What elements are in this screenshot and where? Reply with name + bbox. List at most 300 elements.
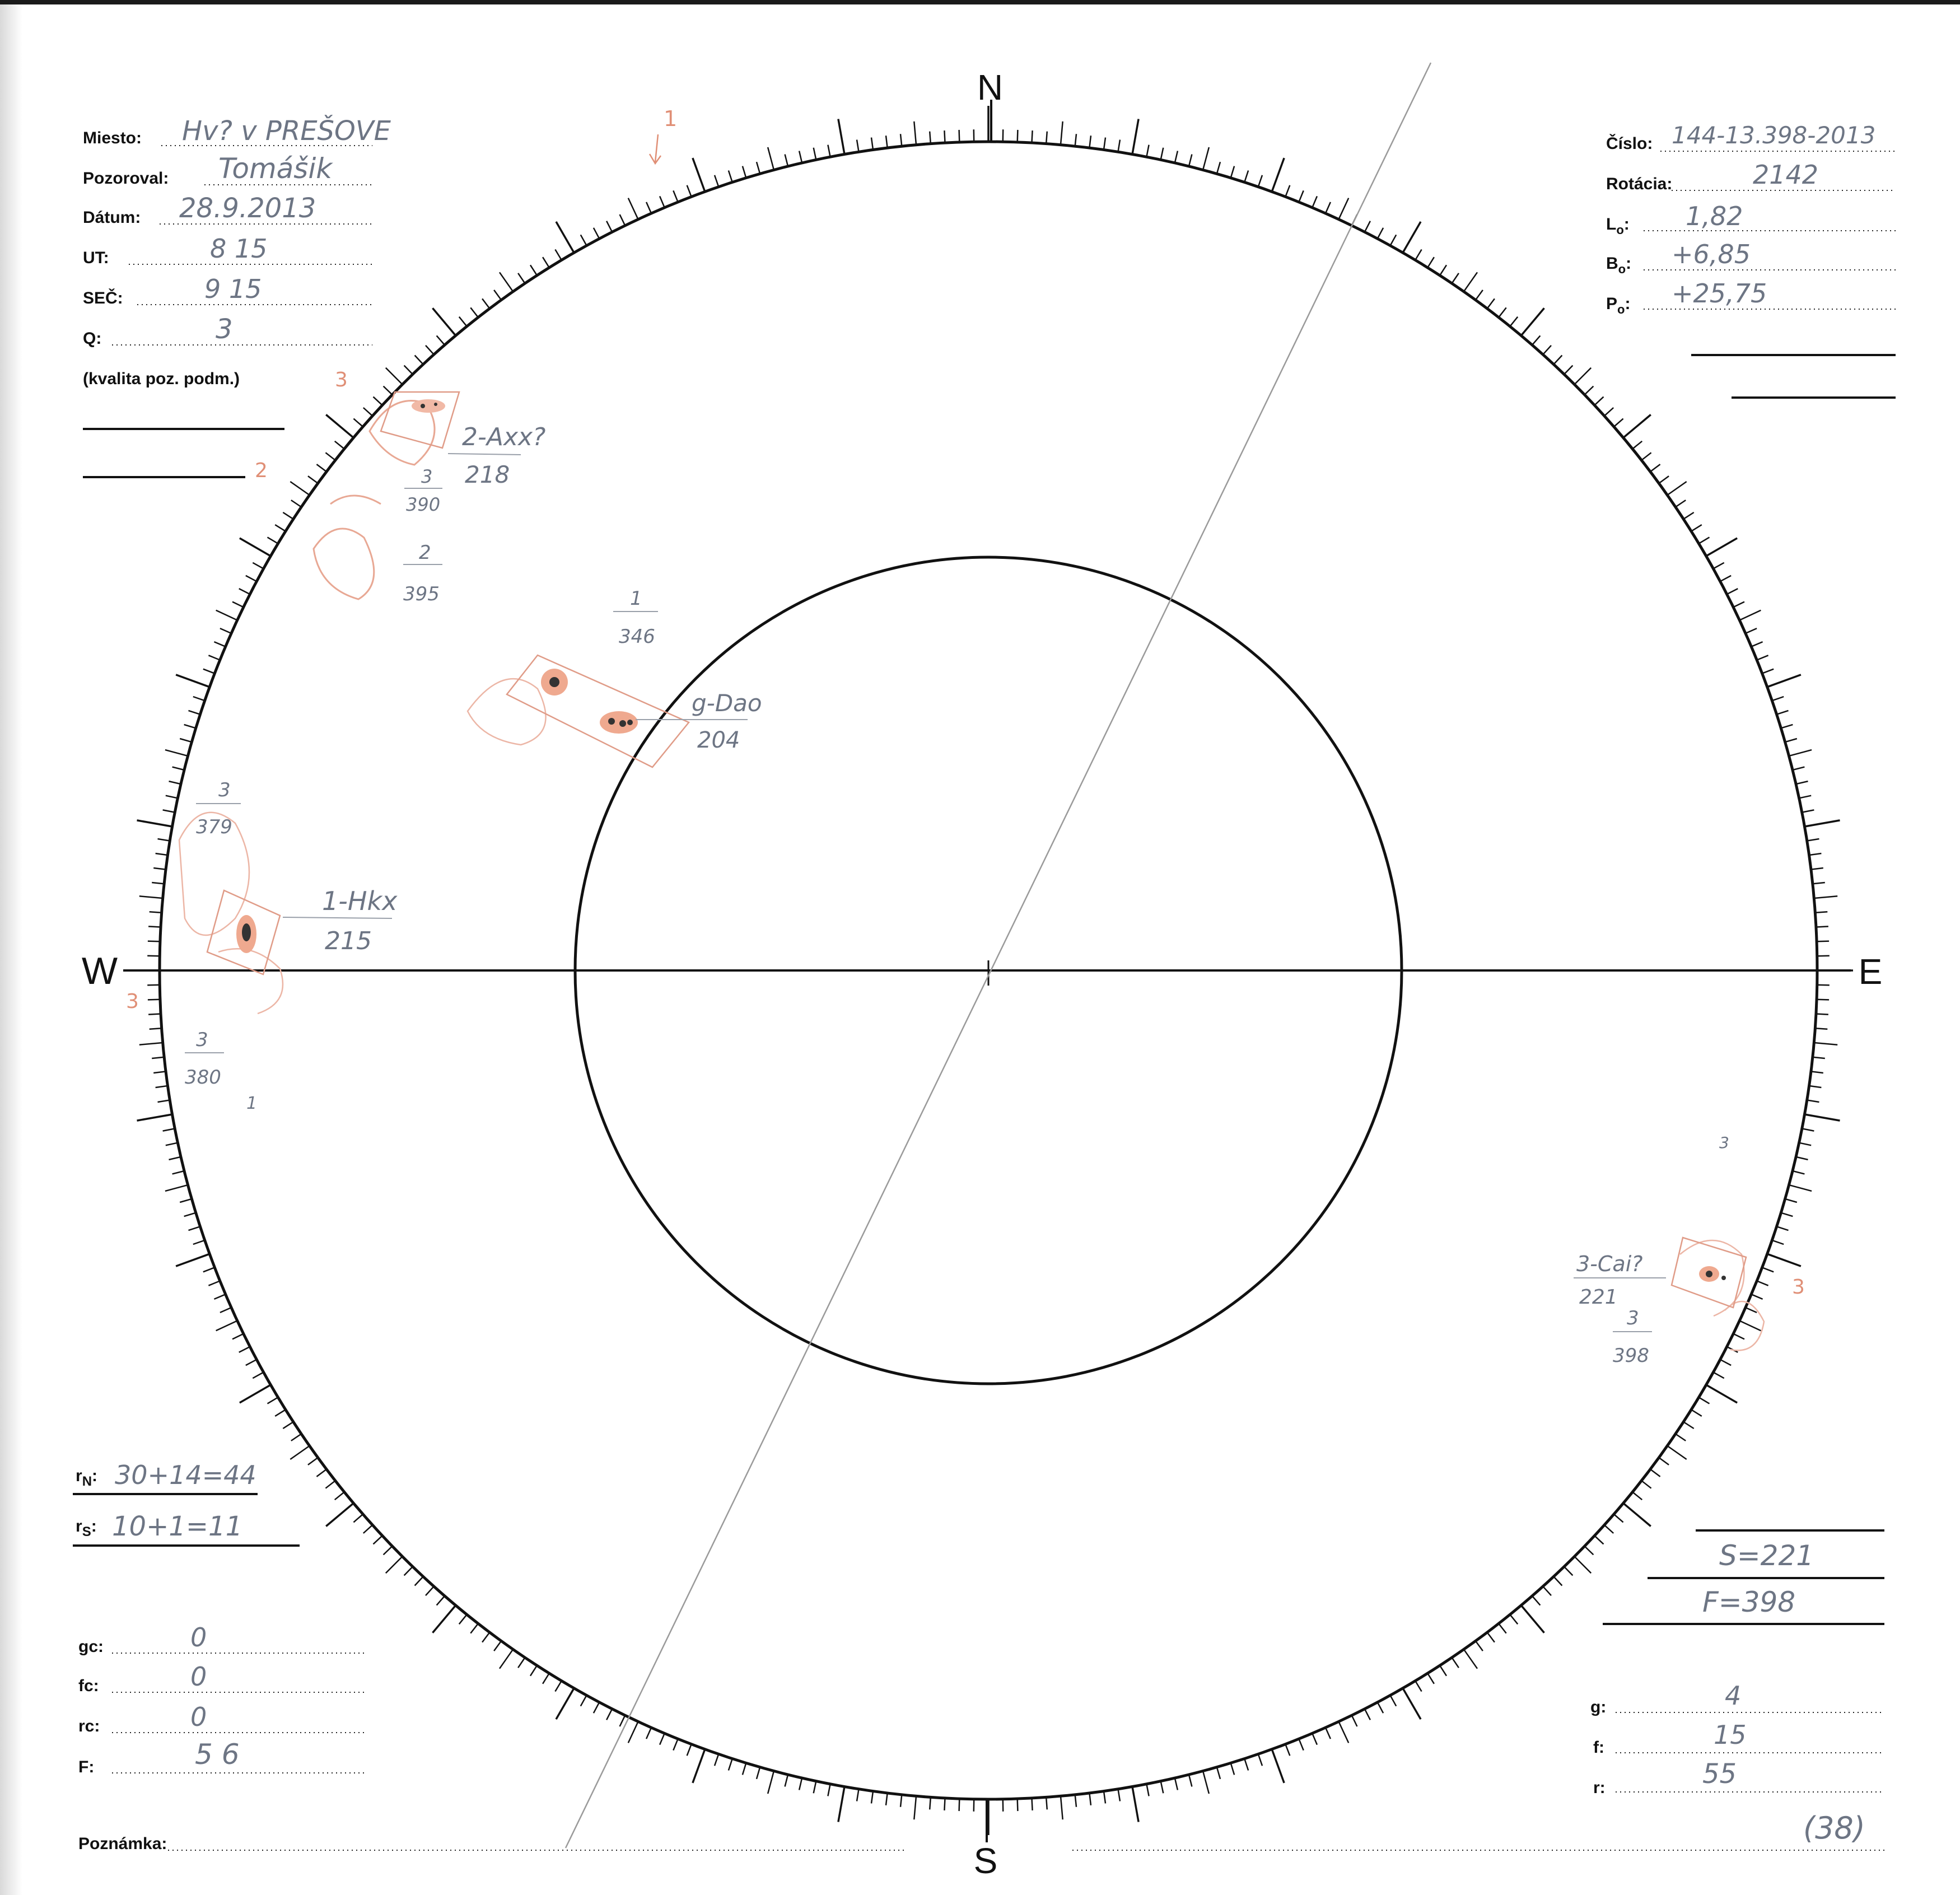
degree-tick	[1203, 147, 1209, 170]
degree-tick	[216, 1321, 237, 1331]
degree-tick	[930, 132, 931, 144]
degree-tick	[1777, 1226, 1789, 1230]
r-value: 55	[1702, 1758, 1737, 1790]
degree-tick	[208, 1281, 220, 1285]
degree-tick	[871, 138, 873, 150]
degree-tick	[1046, 1797, 1047, 1809]
degree-tick	[232, 602, 244, 608]
degree-tick	[169, 781, 181, 784]
west-label: W	[81, 950, 118, 992]
degree-tick	[1175, 1778, 1178, 1790]
degree-tick	[660, 1733, 665, 1744]
group-cai-faculae-count: 3	[1627, 1307, 1639, 1329]
degree-tick	[1632, 1492, 1642, 1500]
degree-tick	[172, 767, 184, 770]
degree-tick	[482, 298, 489, 309]
degree-tick	[1175, 151, 1178, 163]
degree-tick	[1403, 1688, 1421, 1719]
group-2-faculae-value: 390	[406, 494, 441, 515]
degree-tick	[1807, 839, 1819, 841]
degree-tick	[1757, 655, 1768, 660]
gc-label: gc:	[78, 1637, 104, 1656]
degree-tick	[240, 1385, 270, 1403]
degree-tick	[543, 1673, 549, 1684]
degree-tick	[163, 810, 175, 812]
degree-tick	[1521, 308, 1544, 335]
degree-tick	[1464, 272, 1477, 291]
degree-tick	[785, 155, 788, 166]
degree-tick	[189, 711, 200, 715]
degree-tick	[930, 1797, 931, 1809]
degree-tick	[253, 1373, 263, 1379]
degree-tick	[291, 1434, 301, 1441]
field-label-miesto: Miesto:	[83, 129, 142, 147]
degree-tick	[1032, 130, 1033, 143]
degree-tick	[158, 1100, 170, 1103]
degree-tick	[139, 1043, 163, 1045]
field-value-lo: 1,82	[1686, 201, 1743, 231]
degree-tick	[828, 145, 830, 157]
degree-tick	[1575, 368, 1592, 385]
margin-mark-4: 3	[126, 990, 139, 1013]
south-label: S	[973, 1841, 998, 1881]
degree-tick	[1706, 538, 1737, 556]
degree-tick	[959, 1799, 960, 1811]
degree-tick	[1339, 198, 1349, 220]
degree-tick	[1751, 1294, 1762, 1299]
sunspot-group-2	[314, 392, 545, 605]
degree-tick	[1390, 1695, 1397, 1706]
degree-tick	[326, 415, 353, 438]
degree-tick	[437, 335, 445, 345]
degree-tick	[646, 1728, 651, 1739]
degree-tick	[1650, 1469, 1660, 1477]
sunspot-group-cai	[1574, 1238, 1764, 1367]
group-2-faculae-count: 3	[421, 466, 433, 487]
field-value-q: 3	[216, 314, 233, 345]
group-dao-area: 204	[697, 727, 740, 753]
degree-tick	[165, 1185, 188, 1191]
degree-tick	[799, 151, 802, 163]
degree-tick	[1604, 408, 1613, 416]
group-cai-id: 3-Cai?	[1576, 1252, 1643, 1276]
degree-tick	[530, 1665, 537, 1676]
field-label-pozoroval: Pozoroval:	[83, 169, 169, 188]
degree-tick	[838, 1787, 844, 1822]
degree-tick	[1667, 482, 1686, 495]
degree-tick	[275, 1409, 286, 1416]
degree-tick	[291, 500, 301, 507]
degree-tick	[687, 1744, 692, 1756]
degree-tick	[1231, 166, 1234, 178]
degree-tick	[1683, 512, 1694, 519]
group-dao-faculae-value: 346	[619, 626, 655, 648]
degree-tick	[886, 1793, 888, 1805]
degree-tick	[1258, 175, 1262, 187]
field-label-cislo: Číslo:	[1606, 134, 1653, 153]
degree-tick	[208, 655, 220, 660]
degree-tick	[156, 1086, 168, 1087]
degree-tick	[494, 290, 501, 300]
degree-tick	[1499, 1623, 1506, 1633]
rc-label: rc:	[78, 1717, 100, 1735]
degree-tick	[900, 134, 902, 146]
degree-tick	[184, 1213, 196, 1216]
field-label-q: Q:	[83, 329, 102, 348]
rs-value: 10+1=11	[112, 1511, 243, 1542]
degree-tick	[1767, 675, 1801, 687]
degree-tick	[1476, 290, 1483, 300]
degree-tick	[1796, 781, 1808, 784]
degree-tick	[581, 1695, 587, 1706]
degree-tick	[316, 1469, 326, 1477]
degree-tick	[1667, 1446, 1686, 1459]
sunspot-group-dao	[468, 587, 762, 767]
degree-tick	[1285, 185, 1290, 197]
degree-tick	[581, 235, 587, 245]
degree-tick	[193, 1240, 205, 1244]
degree-tick	[148, 926, 161, 927]
degree-tick	[1814, 896, 1837, 898]
degree-tick	[268, 537, 278, 543]
degree-tick	[785, 1775, 788, 1786]
degree-tick	[518, 273, 525, 283]
degree-tick	[268, 1397, 278, 1403]
degree-tick	[275, 525, 286, 531]
degree-tick	[673, 190, 678, 202]
degree-tick	[156, 853, 168, 855]
degree-tick	[594, 1702, 599, 1713]
degree-tick	[1676, 500, 1686, 507]
degree-tick	[1793, 1171, 1804, 1174]
degree-tick	[363, 1525, 372, 1533]
field-value-cislo: 144-13.398-2013	[1672, 122, 1876, 149]
degree-tick	[180, 1199, 192, 1202]
degree-tick	[1802, 810, 1814, 812]
degree-tick	[176, 675, 209, 687]
degree-tick	[1244, 1759, 1248, 1771]
F-label: F:	[78, 1758, 95, 1776]
field-value-rotacia: 2142	[1753, 160, 1819, 190]
degree-tick	[1390, 235, 1397, 245]
degree-tick	[1793, 767, 1804, 770]
field-label-ut: UT:	[83, 249, 109, 267]
degree-tick	[799, 1778, 802, 1790]
degree-tick	[687, 185, 692, 197]
degree-tick	[914, 122, 916, 145]
degree-tick	[857, 140, 859, 152]
group-2-area: 218	[465, 461, 510, 488]
degree-tick	[137, 1114, 172, 1121]
degree-tick	[1352, 1715, 1357, 1726]
degree-tick	[1299, 190, 1303, 202]
gc-value: 0	[190, 1622, 207, 1653]
degree-tick	[374, 1535, 382, 1544]
degree-tick	[646, 202, 651, 213]
degree-tick	[335, 1492, 344, 1500]
degree-tick	[1739, 610, 1761, 620]
fc-label: fc:	[78, 1677, 99, 1695]
degree-tick	[1427, 1673, 1434, 1684]
degree-tick	[239, 589, 250, 594]
degree-tick	[530, 265, 537, 276]
degree-tick	[1326, 1728, 1331, 1739]
degree-tick	[1809, 1086, 1822, 1087]
degree-tick	[433, 308, 456, 335]
degree-tick	[1543, 1586, 1551, 1595]
degree-tick	[1805, 820, 1840, 827]
degree-tick	[415, 1576, 423, 1585]
degree-tick	[1772, 697, 1784, 701]
degree-tick	[1817, 941, 1829, 942]
rc-value: 0	[190, 1702, 207, 1732]
degree-tick	[1623, 415, 1651, 438]
degree-tick	[1575, 1557, 1592, 1574]
degree-tick	[838, 119, 844, 155]
degree-tick	[290, 1446, 309, 1459]
degree-tick	[1217, 162, 1220, 174]
degree-tick	[1799, 796, 1812, 799]
degree-tick	[1802, 1128, 1814, 1131]
degree-tick	[1312, 196, 1317, 207]
degree-tick	[1816, 926, 1828, 927]
degree-tick	[415, 356, 423, 365]
degree-tick	[743, 166, 746, 178]
degree-tick	[290, 482, 309, 495]
degree-tick	[1312, 1733, 1317, 1744]
degree-tick	[470, 1623, 478, 1633]
degree-tick	[1720, 576, 1731, 581]
degree-tick	[459, 1614, 467, 1624]
field-label-lo: $L_o$:	[1606, 215, 1630, 237]
field-value-sec: 9 15	[204, 274, 262, 304]
degree-tick	[1440, 265, 1446, 276]
degree-tick	[1720, 1360, 1731, 1365]
degree-tick	[374, 397, 382, 405]
degree-tick	[1816, 1014, 1828, 1015]
margin-mark-3: 2	[255, 459, 268, 482]
degree-tick	[743, 1763, 746, 1775]
degree-tick	[1132, 119, 1138, 155]
degree-tick	[1811, 868, 1823, 870]
degree-tick	[556, 222, 574, 253]
degree-tick	[1532, 335, 1540, 345]
degree-tick	[1217, 1767, 1220, 1779]
degree-tick	[606, 1709, 612, 1720]
degree-tick	[1521, 1605, 1544, 1633]
degree-tick	[246, 576, 256, 581]
degree-tick	[1733, 602, 1744, 608]
degree-tick	[1762, 669, 1774, 674]
degree-tick	[1604, 1525, 1613, 1533]
degree-tick	[1415, 1681, 1421, 1692]
degree-tick	[1785, 739, 1797, 742]
degree-tick	[1564, 1567, 1572, 1576]
degree-tick	[1532, 1596, 1540, 1605]
degree-tick	[1487, 298, 1495, 309]
degree-tick	[1772, 1240, 1784, 1244]
degree-tick	[1476, 1641, 1483, 1651]
degree-tick	[316, 464, 326, 472]
degree-tick	[1046, 132, 1047, 144]
degree-tick	[1585, 386, 1594, 395]
degree-tick	[556, 1688, 574, 1719]
degree-tick	[384, 1546, 393, 1555]
degree-tick	[1813, 883, 1825, 884]
degree-tick	[189, 1226, 200, 1230]
north-label: N	[977, 67, 1004, 108]
degree-tick	[1553, 356, 1562, 365]
degree-tick	[757, 1767, 760, 1779]
degree-tick	[1118, 140, 1121, 152]
degree-tick	[1189, 155, 1192, 166]
degree-tick	[1061, 122, 1063, 145]
degree-tick	[326, 1503, 353, 1526]
degree-tick	[1809, 853, 1822, 855]
degree-tick	[148, 1014, 161, 1015]
degree-tick	[1767, 1254, 1801, 1266]
degree-tick	[1683, 1422, 1694, 1429]
field-label-rotacia: Rotácia:	[1606, 175, 1673, 193]
degree-tick	[1118, 1789, 1121, 1801]
degree-tick	[172, 1171, 184, 1174]
degree-tick	[308, 476, 318, 483]
degree-tick	[1811, 1071, 1823, 1073]
degree-tick	[1789, 1185, 1812, 1191]
degree-tick	[220, 628, 231, 633]
degree-tick	[1691, 525, 1702, 531]
degree-tick	[404, 366, 413, 375]
degree-tick	[1614, 419, 1623, 427]
degree-tick	[673, 1739, 678, 1750]
degree-tick	[426, 346, 434, 354]
degree-tick	[1104, 1791, 1105, 1804]
degree-tick	[1751, 642, 1762, 647]
degree-tick	[518, 1658, 525, 1668]
degree-tick	[363, 408, 372, 416]
degree-tick	[1452, 273, 1459, 283]
degree-tick	[1499, 307, 1506, 317]
degree-tick	[886, 136, 888, 148]
degree-tick	[555, 1681, 561, 1692]
degree-tick	[628, 1721, 638, 1743]
degree-tick	[900, 1795, 902, 1807]
degree-tick	[386, 1557, 403, 1574]
degree-tick	[1553, 1576, 1562, 1585]
degree-tick	[1777, 711, 1789, 715]
degree-tick	[152, 1057, 164, 1058]
degree-tick	[180, 739, 192, 742]
degree-tick	[857, 1789, 859, 1801]
degree-tick	[1733, 1334, 1744, 1339]
degree-tick	[1815, 912, 1827, 913]
degree-tick	[1757, 1281, 1768, 1285]
degree-tick	[166, 1143, 178, 1146]
degree-tick	[768, 147, 774, 170]
degree-tick	[1727, 589, 1738, 594]
field-value-datum: 28.9.2013	[179, 193, 316, 224]
degree-tick	[384, 386, 393, 395]
degree-tick	[165, 750, 188, 756]
degree-tick	[220, 1308, 231, 1313]
degree-tick	[482, 1632, 489, 1642]
degree-tick	[335, 441, 344, 449]
degree-tick	[1075, 134, 1076, 146]
degree-tick	[1641, 452, 1651, 460]
degree-tick	[757, 162, 760, 174]
degree-tick	[203, 1267, 215, 1272]
degree-tick	[1231, 1763, 1234, 1775]
degree-tick	[253, 563, 263, 569]
group-hkx-extra-value: 380	[185, 1066, 221, 1089]
degree-tick	[729, 1759, 732, 1771]
degree-tick	[1089, 136, 1091, 148]
rn-label: $r_N$:	[76, 1467, 98, 1489]
g-label: g:	[1590, 1698, 1607, 1716]
degree-tick	[1699, 537, 1710, 543]
degree-tick	[283, 1422, 293, 1429]
degree-tick	[163, 1128, 175, 1131]
degree-tick	[1815, 1028, 1827, 1029]
field-label-sec: SEČ:	[83, 289, 123, 307]
left-header	[83, 115, 391, 477]
degree-tick	[1403, 222, 1421, 253]
degree-tick	[693, 158, 705, 192]
degree-tick	[914, 1796, 916, 1819]
degree-tick	[153, 868, 166, 870]
degree-tick	[404, 1567, 413, 1576]
center-counts	[78, 1622, 367, 1776]
degree-tick	[1706, 1385, 1737, 1403]
field-label-po: $P_o$:	[1606, 295, 1631, 316]
degree-tick	[1258, 1754, 1262, 1766]
fc-value: 0	[190, 1661, 207, 1692]
degree-tick	[944, 130, 945, 143]
degree-tick	[1746, 628, 1757, 633]
degree-tick	[1244, 171, 1248, 183]
degree-tick	[214, 642, 225, 647]
degree-tick	[1061, 1796, 1063, 1819]
degree-tick	[494, 1641, 501, 1651]
degree-tick	[814, 148, 816, 160]
degree-tick	[1203, 1771, 1209, 1794]
group-hkx-faculae-count: 3	[218, 779, 231, 801]
field-label-datum: Dátum:	[83, 208, 141, 227]
summary	[1603, 1530, 1884, 1624]
degree-tick	[1365, 1709, 1370, 1720]
degree-tick	[620, 214, 626, 226]
degree-tick	[1585, 1546, 1594, 1555]
degree-tick	[1339, 1721, 1349, 1743]
group-hkx-extra-count: 3	[196, 1029, 208, 1051]
degree-tick	[1510, 317, 1518, 326]
degree-tick	[1699, 1397, 1710, 1403]
degree-tick	[137, 820, 172, 827]
degree-tick	[433, 1605, 456, 1633]
degree-tick	[139, 896, 163, 898]
degree-tick	[386, 368, 403, 385]
degree-tick	[1813, 1057, 1825, 1058]
degree-tick	[240, 538, 270, 556]
east-label: E	[1858, 951, 1883, 992]
degree-tick	[325, 452, 335, 460]
degree-tick	[871, 1791, 873, 1804]
degree-tick	[1132, 1787, 1138, 1822]
f-label: f:	[1593, 1738, 1604, 1757]
degree-tick	[1796, 1157, 1808, 1160]
page-number: (38)	[1803, 1810, 1865, 1846]
degree-tick	[1713, 563, 1724, 569]
